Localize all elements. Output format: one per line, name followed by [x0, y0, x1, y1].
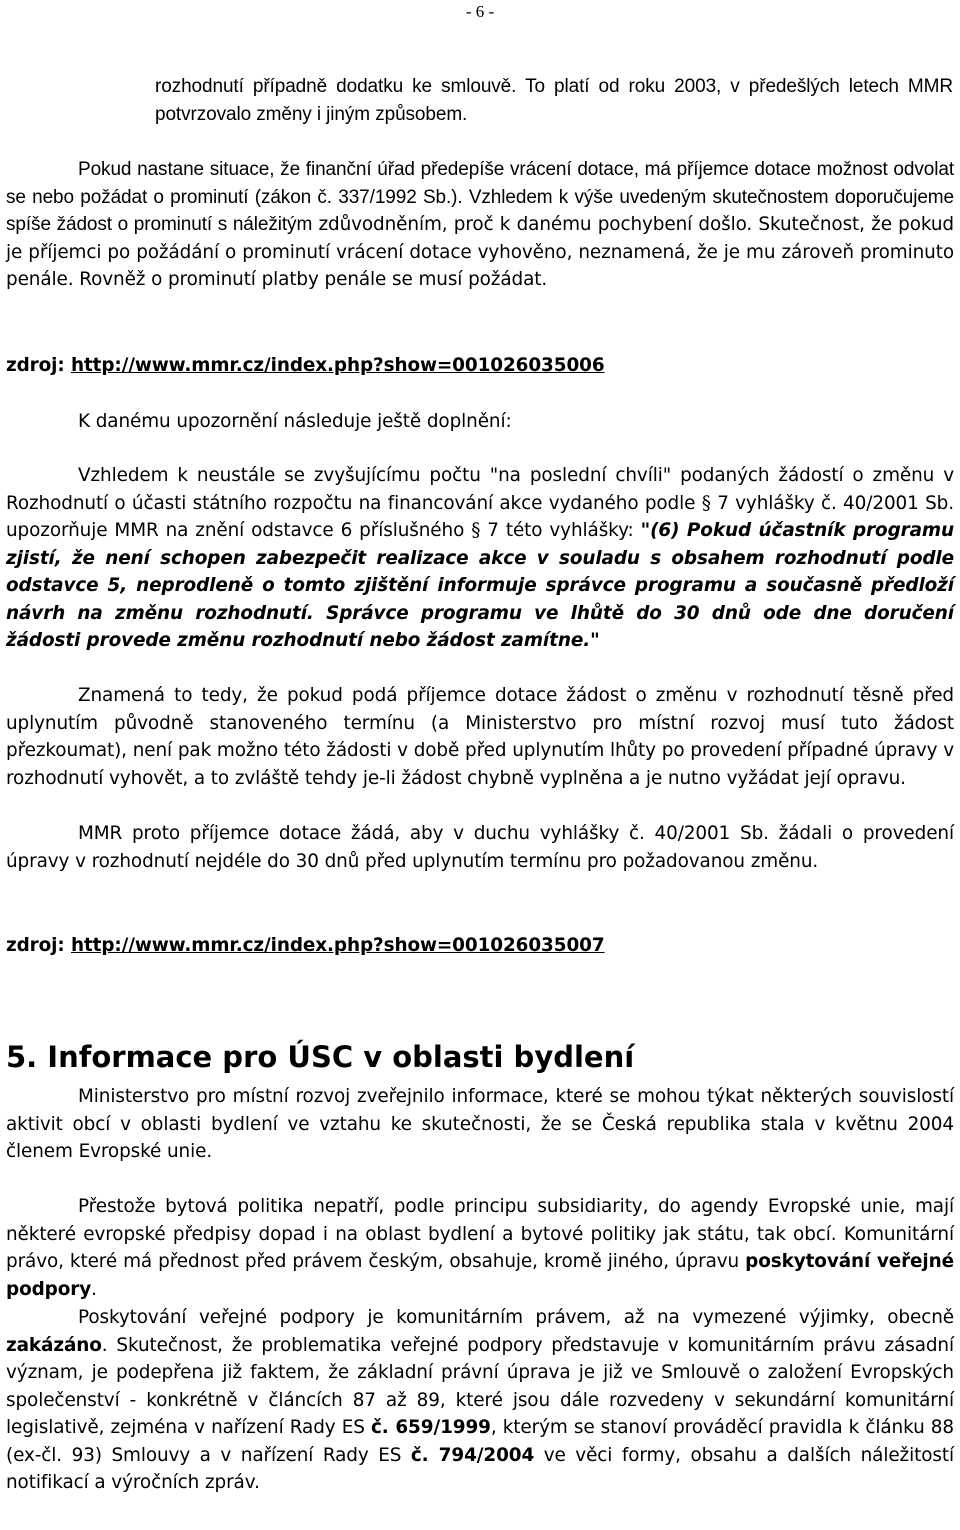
source-link-1[interactable]: http://www.mmr.cz/index.php?show=001026035006: [70, 355, 605, 376]
page-number: - 6 -: [465, 2, 495, 21]
source-label: zdroj:: [6, 935, 65, 956]
paragraph-tax-office: [6, 156, 954, 294]
bold-regulation: č. 659/1999: [370, 1417, 491, 1438]
section-text-2: Přestože bytová politika nepatří, podle principu subsidiarity, do agendy Evropské unie, mají některé evropské předpisy dopad i na oblast bydlení a bytové politiky jak státu, tak obcí. Komunitární právo, které má přednost před právem českým, obsahuje, kromě jiného, úpravu: [6, 1196, 954, 1272]
supplement-intro-text: K danému upozornění následuje ještě doplnění:: [78, 411, 512, 432]
decree-quote: "(6) Pokud účastník programu zjistí, že není schopen zabezpečit realizace akce v souladu s obsahem rozhodnutí podle odstavce 5, neprodleně o tomto zjištění informuje správce programu a současně předloží návrh na změnu rozhodnutí. Správce programu ve lhůtě do 30 dnů ode dne doručení žádosti provede změnu rozhodnutí nebo žádost zamítne.": [6, 520, 954, 651]
section-heading: 5. Informace pro ÚSC v oblasti bydlení: [6, 1040, 635, 1074]
period: .: [91, 1278, 97, 1300]
intro-paragraph: rozhodnutí případně dodatku ke smlouvě. To platí od roku 2003, v předešlých letech MMR potvrzovalo změny i jiným způsobem.: [155, 76, 953, 125]
paragraph-request: [6, 820, 954, 875]
source-1: [6, 352, 954, 380]
paragraph-decree: [6, 462, 954, 655]
section-sign: §: [701, 492, 711, 514]
bold-term: zakázáno: [6, 1334, 102, 1356]
section-text-3d: ve věci formy, obsahu a dalších náležitostí notifikací a výročních zpráv.: [6, 1444, 954, 1493]
section-text-3a: Poskytování veřejné podpory je komunitárním právem, až na vymezené výjimky, obecně: [78, 1307, 954, 1328]
source-label: zdroj:: [6, 355, 65, 376]
paragraph-arial-part: Pokud nastane situace, že finanční úřad předepíše vrácení dotace, má příjemce dotace možnost odvolat se nebo požádat o prominutí (zákon č. 337/1992 Sb.). Vzhledem k výše uvedeným skutečnostem doporučujeme spíše žádost o prominutí s náležitým: [6, 159, 954, 235]
section-paragraph-2: [6, 1193, 954, 1303]
section-paragraph-1: [6, 1083, 954, 1166]
paragraph-meaning: [6, 682, 954, 792]
decree-text-2: 7 vyhlášky č. 40/2001 Sb. upozorňuje MMR na znění odstavce 6 příslušného: [6, 492, 955, 541]
section-text-1: Ministerstvo pro místní rozvoj zveřejnilo informace, které se mohou týkat některých souvislostí aktivit obcí v oblasti bydlení ve vztahu ke skutečnosti, že se Česká republika stala v květnu 2004 členem Evropské unie.: [6, 1086, 954, 1162]
paragraph-tahoma-part: zdůvodněním, proč k danému pochybení došlo. Skutečnost, že pokud je příjemci po požádání o prominutí vrácení dotace vyhověno, neznamená, že je mu zároveň prominuto penále. Rovněž o prominutí platby penále se musí požádat.: [6, 214, 955, 290]
meaning-text: Znamená to tedy, že pokud podá příjemce dotace žádost o změnu v rozhodnutí těsně před uplynutím původně stanoveného termínu (a Ministerstvo pro místní rozvoj musí tuto žádost přezkoumat), není pak možno této žádosti v době před uplynutím lhůty po provedení případné úpravy v rozhodnutí vyhovět, a to zvláště tehdy je-li žádost chybně vyplněna a je nutno vyžádat její opravu.: [6, 685, 954, 789]
section-text-3c: , kterým se stanoví prováděcí pravidla k článku 88 (ex-čl. 93) Smlouvy a v nařízení Rady ES: [6, 1417, 954, 1466]
decree-text-3: 7 této vyhlášky:: [487, 520, 634, 541]
bold-regulation: č. 794/2004: [410, 1444, 535, 1466]
source-2: [6, 932, 954, 960]
bold-term: poskytování veřejné podpory: [6, 1251, 954, 1300]
section-sign: §: [471, 520, 481, 541]
request-text: MMR proto příjemce dotace žádá, aby v duchu vyhlášky č. 40/2001 Sb. žádali o provedení úpravy v rozhodnutí nejdéle do 30 dnů před uplynutím termínu pro požadovanou změnu.: [6, 823, 954, 872]
section-paragraph-3: [6, 1304, 954, 1497]
decree-text-1: Vzhledem k neustále se zvyšujícímu počtu "na poslední chvíli" podaných žádostí o změnu v Rozhodnutí o účasti státního rozpočtu na financování akce vydaného podle: [6, 465, 954, 514]
section-text-3b: . Skutečnost, že problematika veřejné podpory představuje v komunitárním právu zásadní význam, je podepřena již faktem, že základní právní úprava je již ve Smlouvě o založení Evropských společenství - konkrétně v článcích 87 až 89, které jsou dále rozvedeny v sekundární komunitární legislativě, zejména v nařízení Rady ES: [6, 1334, 954, 1438]
supplement-intro: [6, 408, 954, 436]
source-link-2[interactable]: http://www.mmr.cz/index.php?show=001026035007: [70, 935, 605, 956]
